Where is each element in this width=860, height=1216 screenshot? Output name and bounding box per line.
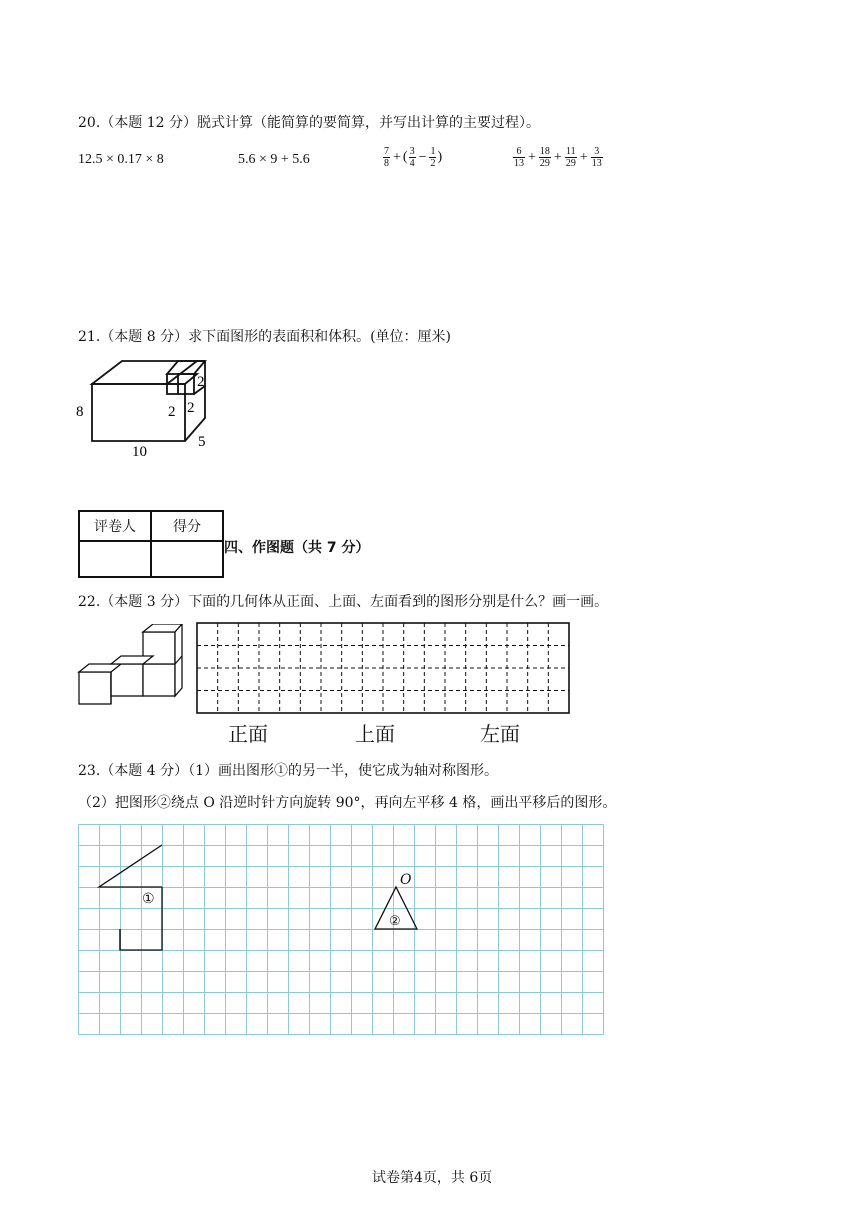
shape1-label: ① — [142, 891, 155, 907]
q23-part2: （2）把图形②绕点 O 沿逆时针方向旋转 90°，再向左平移 4 格，画出平移后的图形。 — [78, 795, 617, 811]
q20-expr-3 — [382, 146, 442, 169]
section4-heading: 四、作图题（共 7 分） — [224, 540, 370, 556]
denominator: 2 — [430, 158, 436, 169]
grader-cell-1[interactable] — [79, 541, 151, 577]
denominator: 29 — [565, 158, 576, 169]
q20-expr-2: 5.6 × 9 + 5.6 — [238, 152, 310, 167]
drawing-grid-dashed[interactable] — [196, 622, 570, 716]
label-height: 8 — [76, 404, 84, 420]
q20-expr-4 — [512, 146, 604, 169]
plus-sign: + — [528, 149, 536, 165]
label-cut-front: 2 — [168, 404, 176, 420]
fraction — [591, 146, 603, 169]
grader-cell-2[interactable] — [151, 541, 223, 577]
open-paren: ( — [402, 149, 408, 165]
denominator: 13 — [514, 158, 524, 169]
q20-title: 20.（本题 12 分）脱式计算（能简算的要简算，并写出计算的主要过程）。 — [78, 115, 540, 131]
close-paren: ) — [437, 149, 443, 165]
plus-sign: + — [553, 149, 562, 165]
cuboid-top-strip — [167, 374, 197, 384]
denominator: 4 — [409, 158, 415, 169]
numerator: 3 — [591, 146, 603, 158]
plus-sign: + — [393, 149, 401, 165]
grader-header-2: 得分 — [151, 511, 223, 541]
fraction — [429, 146, 436, 169]
fraction — [565, 146, 577, 169]
minus-sign: − — [418, 149, 427, 165]
grader-table — [78, 510, 224, 578]
fraction — [513, 146, 525, 169]
fraction — [539, 146, 551, 169]
view-label-top: 上面 — [355, 722, 395, 746]
point-o-label: O — [400, 872, 412, 888]
cuboid-top-face — [92, 361, 197, 384]
cube-front — [79, 672, 111, 704]
numerator: 18 — [539, 146, 550, 157]
numerator: 1 — [430, 146, 436, 157]
numerator: 3 — [409, 146, 415, 157]
page-footer: 试卷第4页，共 6页 — [372, 1170, 493, 1186]
denominator: 29 — [539, 158, 550, 169]
numerator: 6 — [513, 146, 525, 158]
notch-top — [167, 361, 205, 374]
numerator: 7 — [384, 146, 389, 157]
shape2-label: ② — [389, 914, 401, 929]
plus-sign: + — [579, 149, 588, 165]
cube-edge — [111, 696, 143, 704]
cube-front — [143, 664, 175, 696]
denominator: 13 — [591, 158, 602, 169]
q21-title: 21.（本题 8 分）求下面图形的表面积和体积。(单位：厘米) — [78, 329, 451, 345]
view-label-left: 左面 — [480, 722, 520, 746]
cuboid-figure — [70, 356, 230, 460]
q22-title: 22.（本题 3 分）下面的几何体从正面、上面、左面看到的图形分别是什么？画一画。 — [78, 594, 609, 610]
label-cut-top: 2 — [197, 374, 205, 390]
view-label-front: 正面 — [228, 722, 268, 746]
cubes-figure — [76, 624, 186, 708]
numerator: 11 — [565, 146, 576, 157]
denominator: 8 — [384, 158, 389, 169]
grader-header-1: 评卷人 — [79, 511, 151, 541]
label-width: 5 — [198, 434, 206, 450]
q20-expr-1: 12.5 × 0.17 × 8 — [78, 152, 164, 167]
q23-part1: 23.（本题 4 分）（1）画出图形①的另一半，使它成为轴对称图形。 — [78, 763, 498, 779]
fraction — [409, 146, 416, 169]
label-length: 10 — [132, 444, 147, 460]
square-grid[interactable] — [78, 824, 610, 1038]
fraction — [383, 146, 390, 169]
label-cut-side: 2 — [187, 400, 195, 416]
